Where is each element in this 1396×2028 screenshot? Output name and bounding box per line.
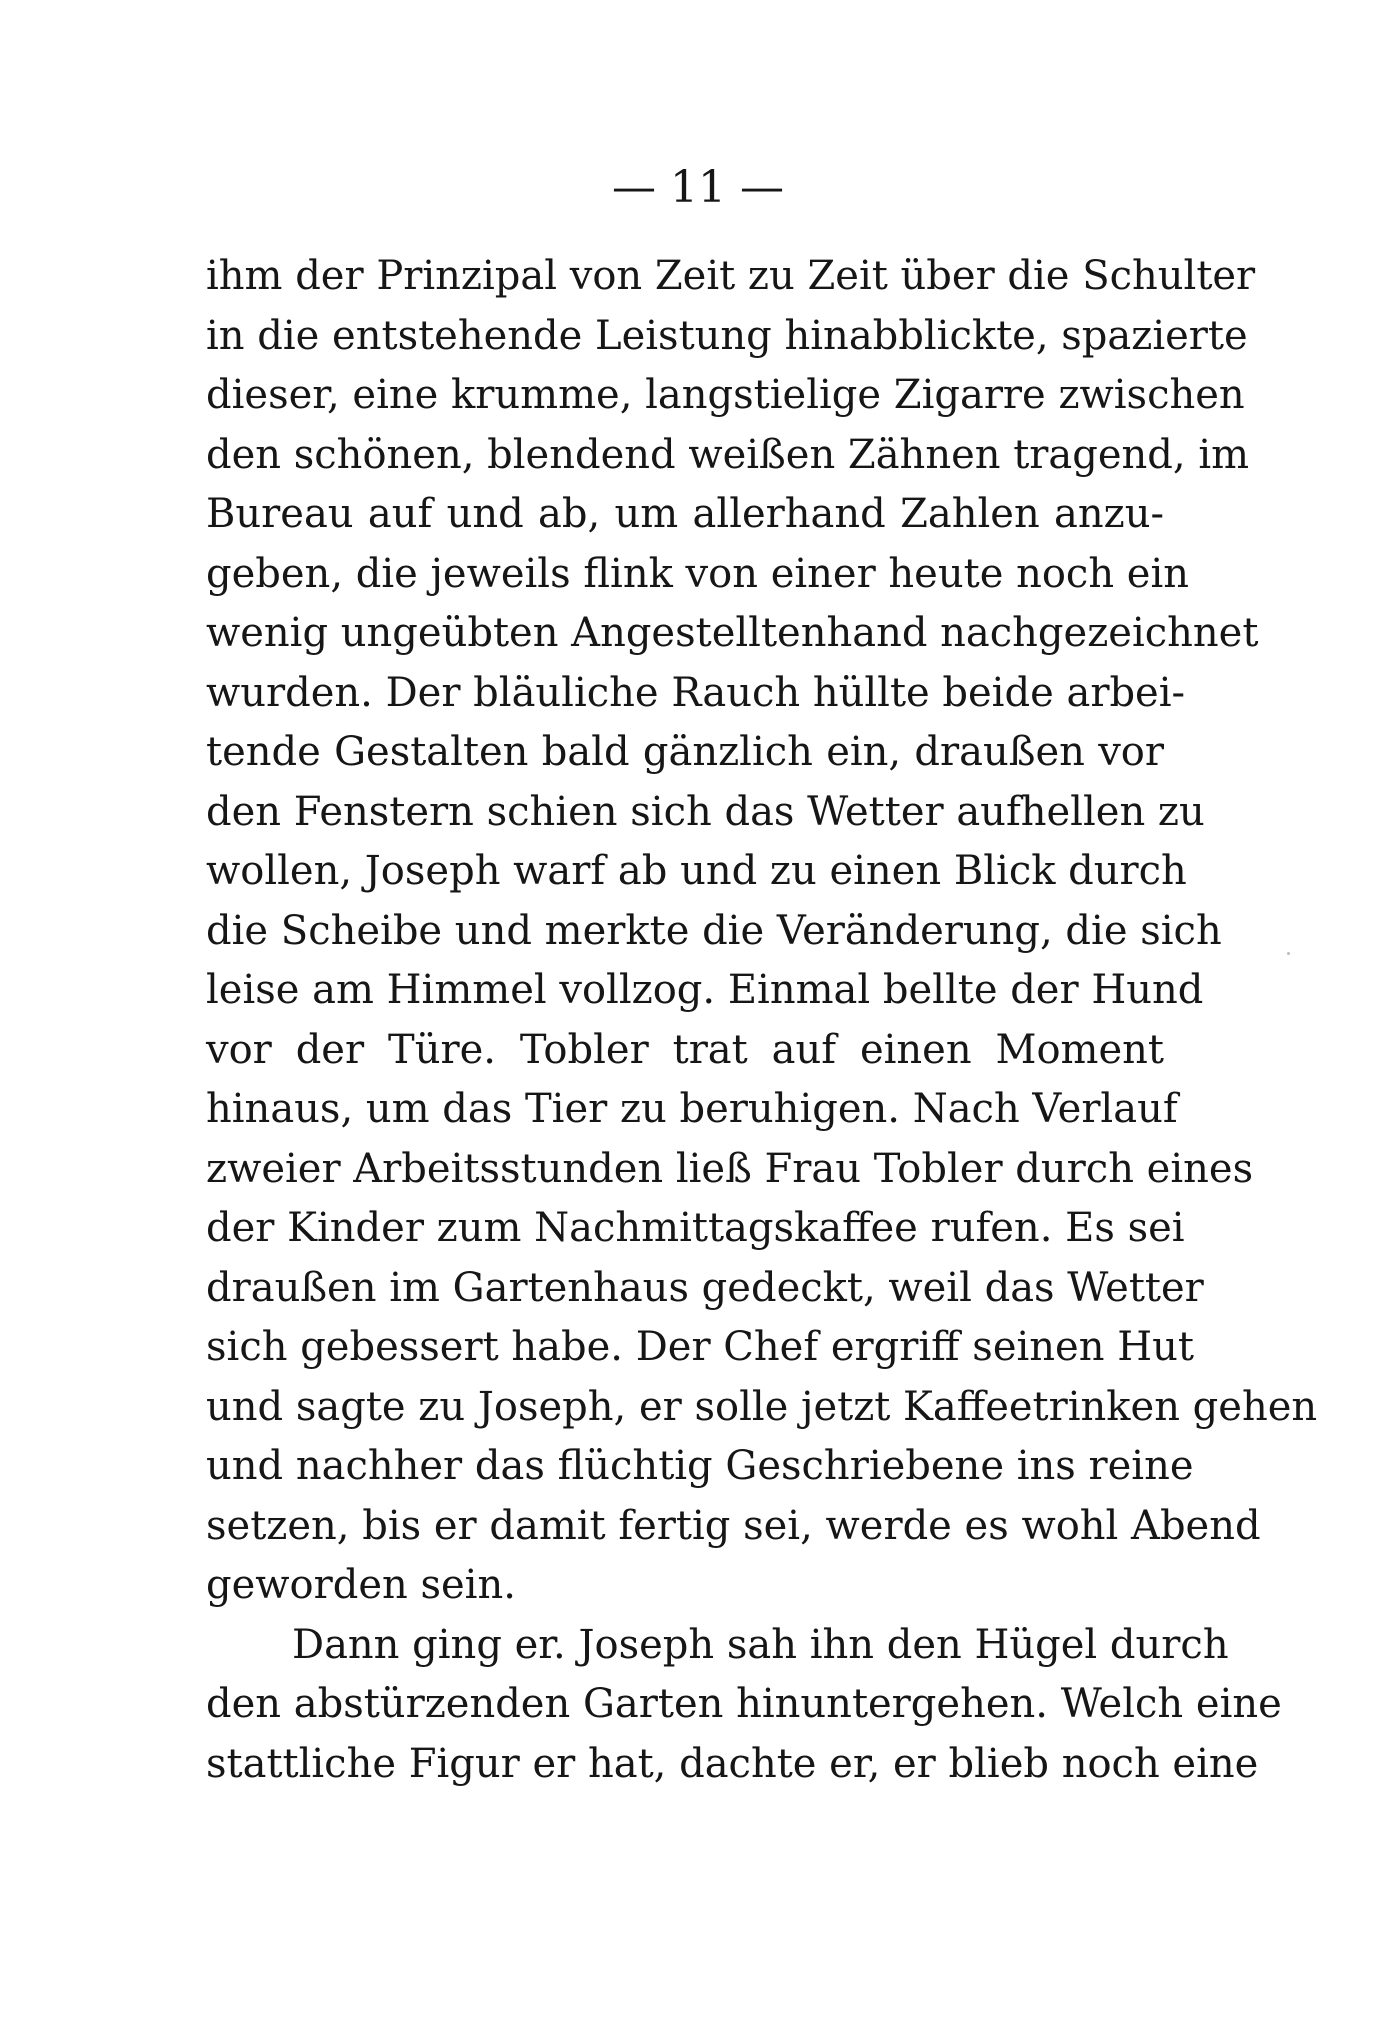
text-line: hinaus, um das Tier zu beruhigen. Nach Verlauf (206, 1086, 1178, 1132)
text-line: den abstürzenden Garten hinuntergehen. Welch eine (206, 1681, 1282, 1727)
text-line: leise am Himmel vollzog. Einmal bellte der Hund (206, 967, 1204, 1013)
text-line: den Fenstern schien sich das Wetter aufhellen zu (206, 788, 1205, 835)
text-line: der Kinder zum Nachmittagskaffee rufen. Es sei (206, 1205, 1185, 1251)
text-line: setzen, bis er damit fertig sei, werde es wohl Abend (206, 1502, 1261, 1549)
text-line: geben, die jeweils flink von einer heute noch ein (206, 550, 1190, 597)
text-line-paragraph-end: geworden sein. (206, 1562, 516, 1608)
body-text (206, 247, 1318, 1794)
page-number: — 11 — (612, 162, 784, 213)
text-line: wollen, Joseph warf ab und zu einen Blick durch (206, 848, 1187, 894)
text-line: vor der Türe. Tobler trat auf einen Moment (206, 1026, 1164, 1073)
scan-speck (1287, 952, 1290, 955)
text-line: zweier Arbeitsstunden ließ Frau Tobler durch eines (206, 1145, 1254, 1192)
text-line: Bureau auf und ab, um allerhand Zahlen anzu- (206, 491, 1164, 537)
text-line: wurden. Der bläuliche Rauch hüllte beide arbei- (206, 669, 1186, 716)
text-line: stattliche Figur er hat, dachte er, er blieb noch eine (206, 1740, 1259, 1787)
text-line: in die entstehende Leistung hinabblickte, spazierte (206, 312, 1248, 359)
text-line: sich gebessert habe. Der Chef ergriff seinen Hut (206, 1324, 1194, 1370)
text-line: wenig ungeübten Angestelltenhand nachgezeichnet (206, 610, 1259, 656)
text-line: tende Gestalten bald gänzlich ein, draußen vor (206, 729, 1164, 775)
text-line: und nachher das flüchtig Geschriebene ins reine (206, 1443, 1194, 1489)
text-line: und sagte zu Joseph, er solle jetzt Kaffeetrinken gehen (206, 1383, 1318, 1430)
text-line: dieser, eine krumme, langstielige Zigarre zwischen (206, 372, 1245, 418)
text-line: ihm der Prinzipal von Zeit zu Zeit über die Schulter (206, 253, 1256, 299)
text-line: die Scheibe und merkte die Veränderung, die sich (206, 907, 1222, 954)
text-line-paragraph-start: Dann ging er. Joseph sah ihn den Hügel durch (292, 1621, 1229, 1668)
text-line: den schönen, blendend weißen Zähnen tragend, im (206, 431, 1250, 478)
text-line: draußen im Gartenhaus gedeckt, weil das Wetter (206, 1264, 1204, 1311)
